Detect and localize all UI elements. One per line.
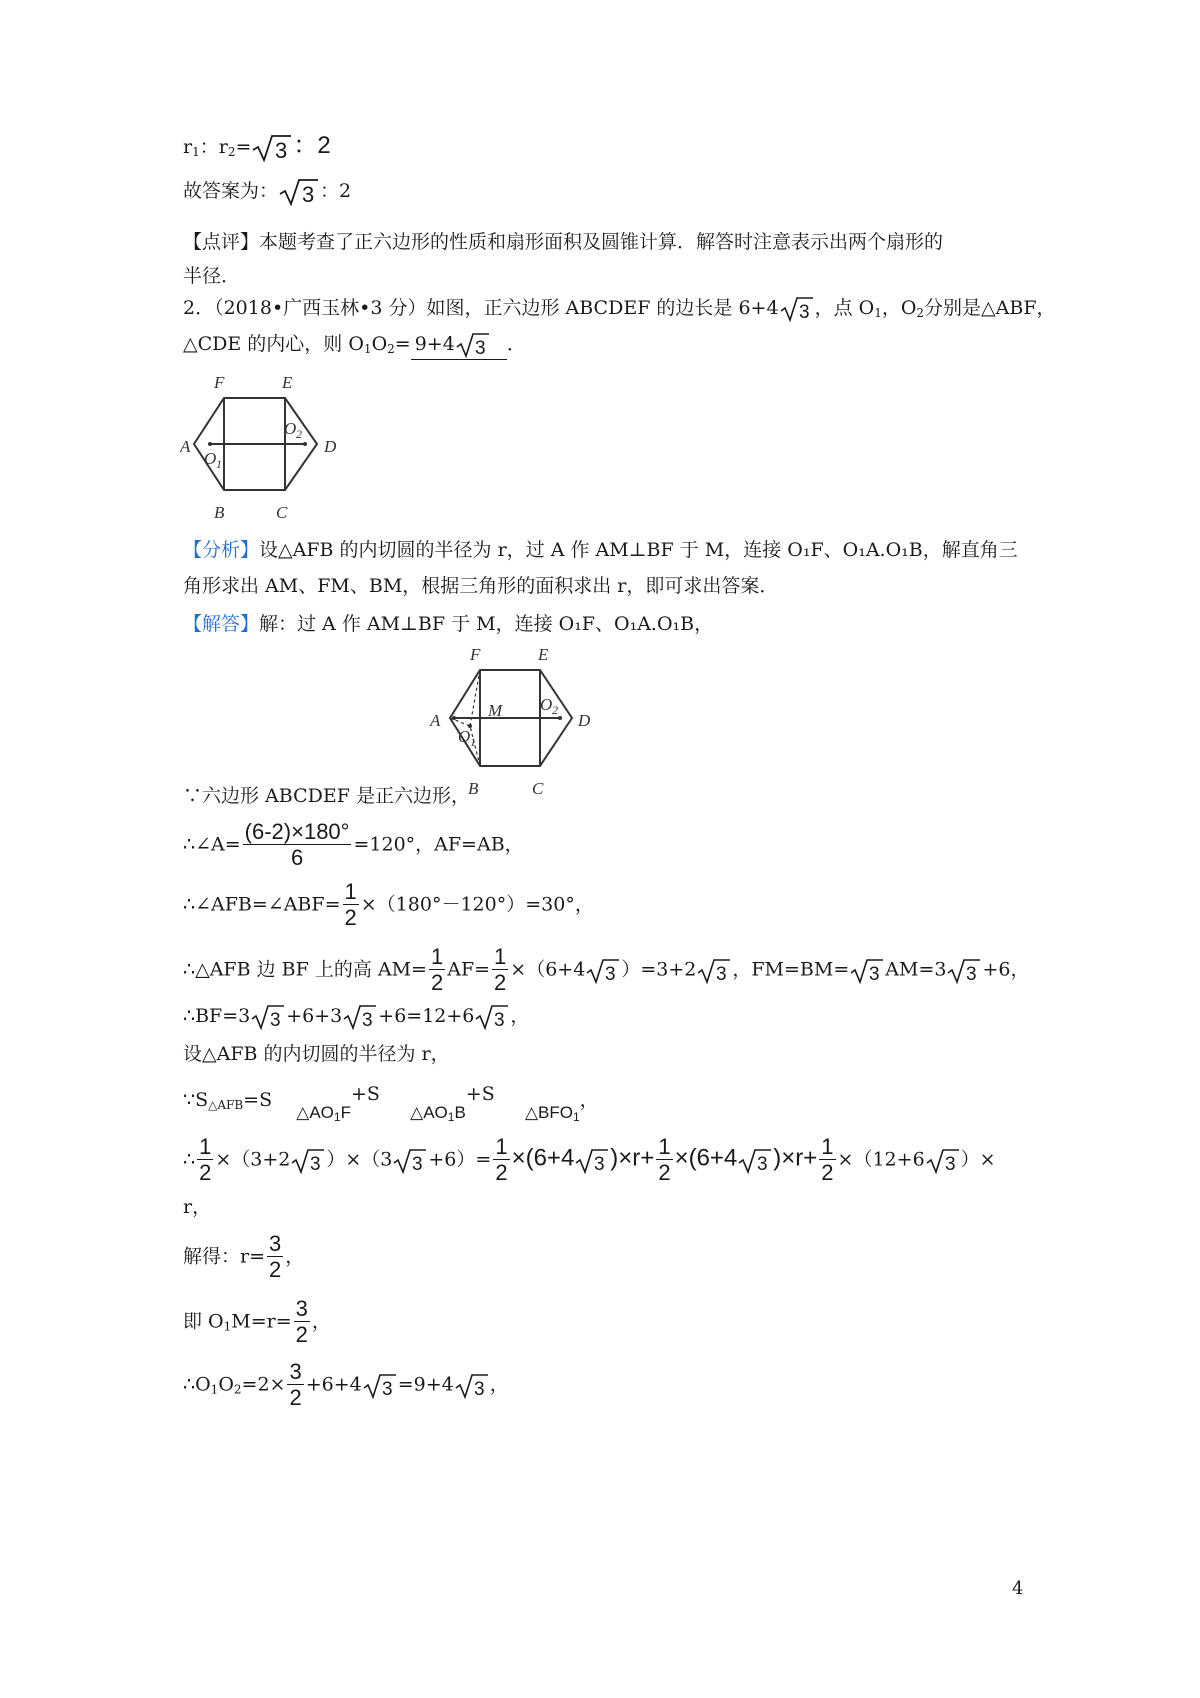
svg-text:3: 3 — [473, 1378, 485, 1400]
svg-text:O: O — [204, 449, 217, 468]
line-ratio: $r_1$：$r_2=$ 3 ：2 — [183, 132, 331, 163]
svg-text:3: 3 — [798, 302, 810, 323]
svg-text:3: 3 — [594, 1153, 605, 1175]
svg-text:1: 1 — [216, 457, 222, 471]
svg-text:A: A — [180, 437, 191, 456]
hexagon-figure-1 — [180, 368, 350, 528]
page-number: 4 — [1012, 1578, 1024, 1599]
svg-text:3: 3 — [757, 1153, 768, 1175]
step-6: 设△AFB 的内切圆的半径为 r， — [183, 1043, 450, 1065]
svg-text:3: 3 — [869, 963, 880, 985]
svg-text:F: F — [214, 373, 225, 392]
step-4: ∴△AFB 边 BF 上的高 AM= $\frac{1}{2}$ AF= $\frac{1}{2}$ ×（6+4 3 ）=3+2 3 ，FM=BM= 3 AM=3 3 +6， — [183, 944, 1030, 995]
sqrt3-symbol — [251, 133, 293, 163]
analysis-line: 【分析】设△AFB 的内切圆的半径为 r，过 A 作 AM⊥BF 于 M，连接 O₁F、O₁A.O₁B，解直角三 — [183, 539, 1018, 561]
comment-tag: 【点评】 — [183, 231, 260, 253]
svg-text:3: 3 — [474, 338, 486, 359]
step-10: 解得：r= $\frac{3}{2}$ ， — [183, 1231, 305, 1282]
line-answer: 故答案为： 3 ：2 — [183, 177, 351, 207]
svg-text:B: B — [468, 779, 479, 798]
svg-text:3: 3 — [412, 1153, 423, 1175]
svg-text:2: 2 — [552, 703, 558, 717]
solution-line: 【解答】解：过 A 作 AM⊥BF 于 M，连接 O₁F、O₁A.O₁B， — [183, 613, 714, 635]
svg-text:B: B — [214, 503, 225, 522]
step-5: ∴BF=3 3 +6+3 3 +6=12+6 3 ， — [183, 1005, 530, 1031]
svg-text:3: 3 — [310, 1153, 321, 1175]
svg-text:C: C — [276, 503, 288, 522]
step-1: ∵六边形 ABCDEF 是正六边形， — [183, 785, 470, 807]
step-2: ∴∠A= $\frac{(6-2)\times 180^\circ}{6}$ =120°，AF=AB， — [183, 819, 524, 870]
svg-text:3: 3 — [275, 138, 288, 163]
comment-line-2: 半径． — [183, 265, 241, 287]
svg-text:E: E — [282, 373, 293, 392]
svg-text:F: F — [470, 645, 481, 664]
svg-text:E: E — [538, 645, 549, 664]
answer-blank: 9+4 3 — [411, 330, 507, 360]
comment-line: 【点评】本题考查了正六边形的性质和扇形面积及圆锥计算．解答时注意表示出两个扇形的 — [183, 231, 944, 253]
svg-text:3: 3 — [494, 1010, 505, 1031]
step-12: $\therefore O_1O_2=2\times$ $\frac{3}{2}$ +6+4 3 =9+4 3 ， — [183, 1359, 509, 1410]
svg-text:3: 3 — [362, 1010, 373, 1031]
sqrt3-symbol — [278, 177, 320, 207]
svg-text:C: C — [532, 779, 544, 798]
step-7: $\because S_{\triangle AFB}=S$ $\triangle AO_1F+S$ $\triangle AO_1B+S$ $\triangle BFO_1$， — [183, 1083, 599, 1124]
step-3: ∴∠AFB=∠ABF= $\frac{1}{2}$ ×（180°－120°）=30°， — [183, 879, 594, 930]
question-2-line: 2．（2018•广西玉林•3 分）如图，正六边形 ABCDEF 的边长是 6+4 3 ，点 $O_1$，$O_2$分别是△ABF， — [183, 297, 1056, 323]
sqrt3-symbol — [779, 295, 815, 323]
svg-text:D: D — [578, 711, 591, 730]
step-11: 即 $O_1M=r=$ $\frac{3}{2}$ ， — [183, 1296, 331, 1347]
svg-text:O: O — [284, 419, 297, 438]
svg-text:1: 1 — [470, 735, 476, 749]
solution-tag: 【解答】 — [183, 613, 260, 635]
svg-text:3: 3 — [302, 182, 315, 207]
svg-text:M: M — [488, 701, 503, 720]
svg-text:3: 3 — [944, 1153, 956, 1175]
fraction: $\frac{(6-2)\times 180^\circ}{6}$ — [244, 819, 350, 870]
svg-text:3: 3 — [716, 963, 727, 985]
svg-text:3: 3 — [605, 963, 616, 985]
svg-text:A: A — [430, 711, 441, 730]
svg-text:3: 3 — [966, 963, 978, 985]
hexagon-figure-2 — [428, 642, 608, 802]
svg-text:3: 3 — [270, 1010, 281, 1031]
analysis-line-2: 角形求出 AM、FM、BM，根据三角形的面积求出 r，即可求出答案． — [183, 575, 779, 597]
analysis-tag: 【分析】 — [183, 539, 260, 561]
svg-text:O: O — [540, 695, 553, 714]
svg-text:O: O — [458, 727, 471, 746]
svg-text:3: 3 — [381, 1378, 393, 1400]
question-2-line-2: △CDE 的内心，则 $O_1O_2= 9+4$ 3 ． — [183, 330, 526, 363]
step-9: r， — [183, 1196, 212, 1218]
step-8: ∴ $\frac{1}{2}$ ×（3+2 3 ）×（3 3 +6）= $\frac{1}{2}$ ×(6+4 3 )×r+ $\frac{1}{2}$ ×(6+4 3 )×r+ $\frac{1}{2}$ ×（12+6 3 ）× — [183, 1134, 996, 1185]
svg-text:2: 2 — [296, 427, 302, 441]
svg-text:D: D — [324, 437, 337, 456]
